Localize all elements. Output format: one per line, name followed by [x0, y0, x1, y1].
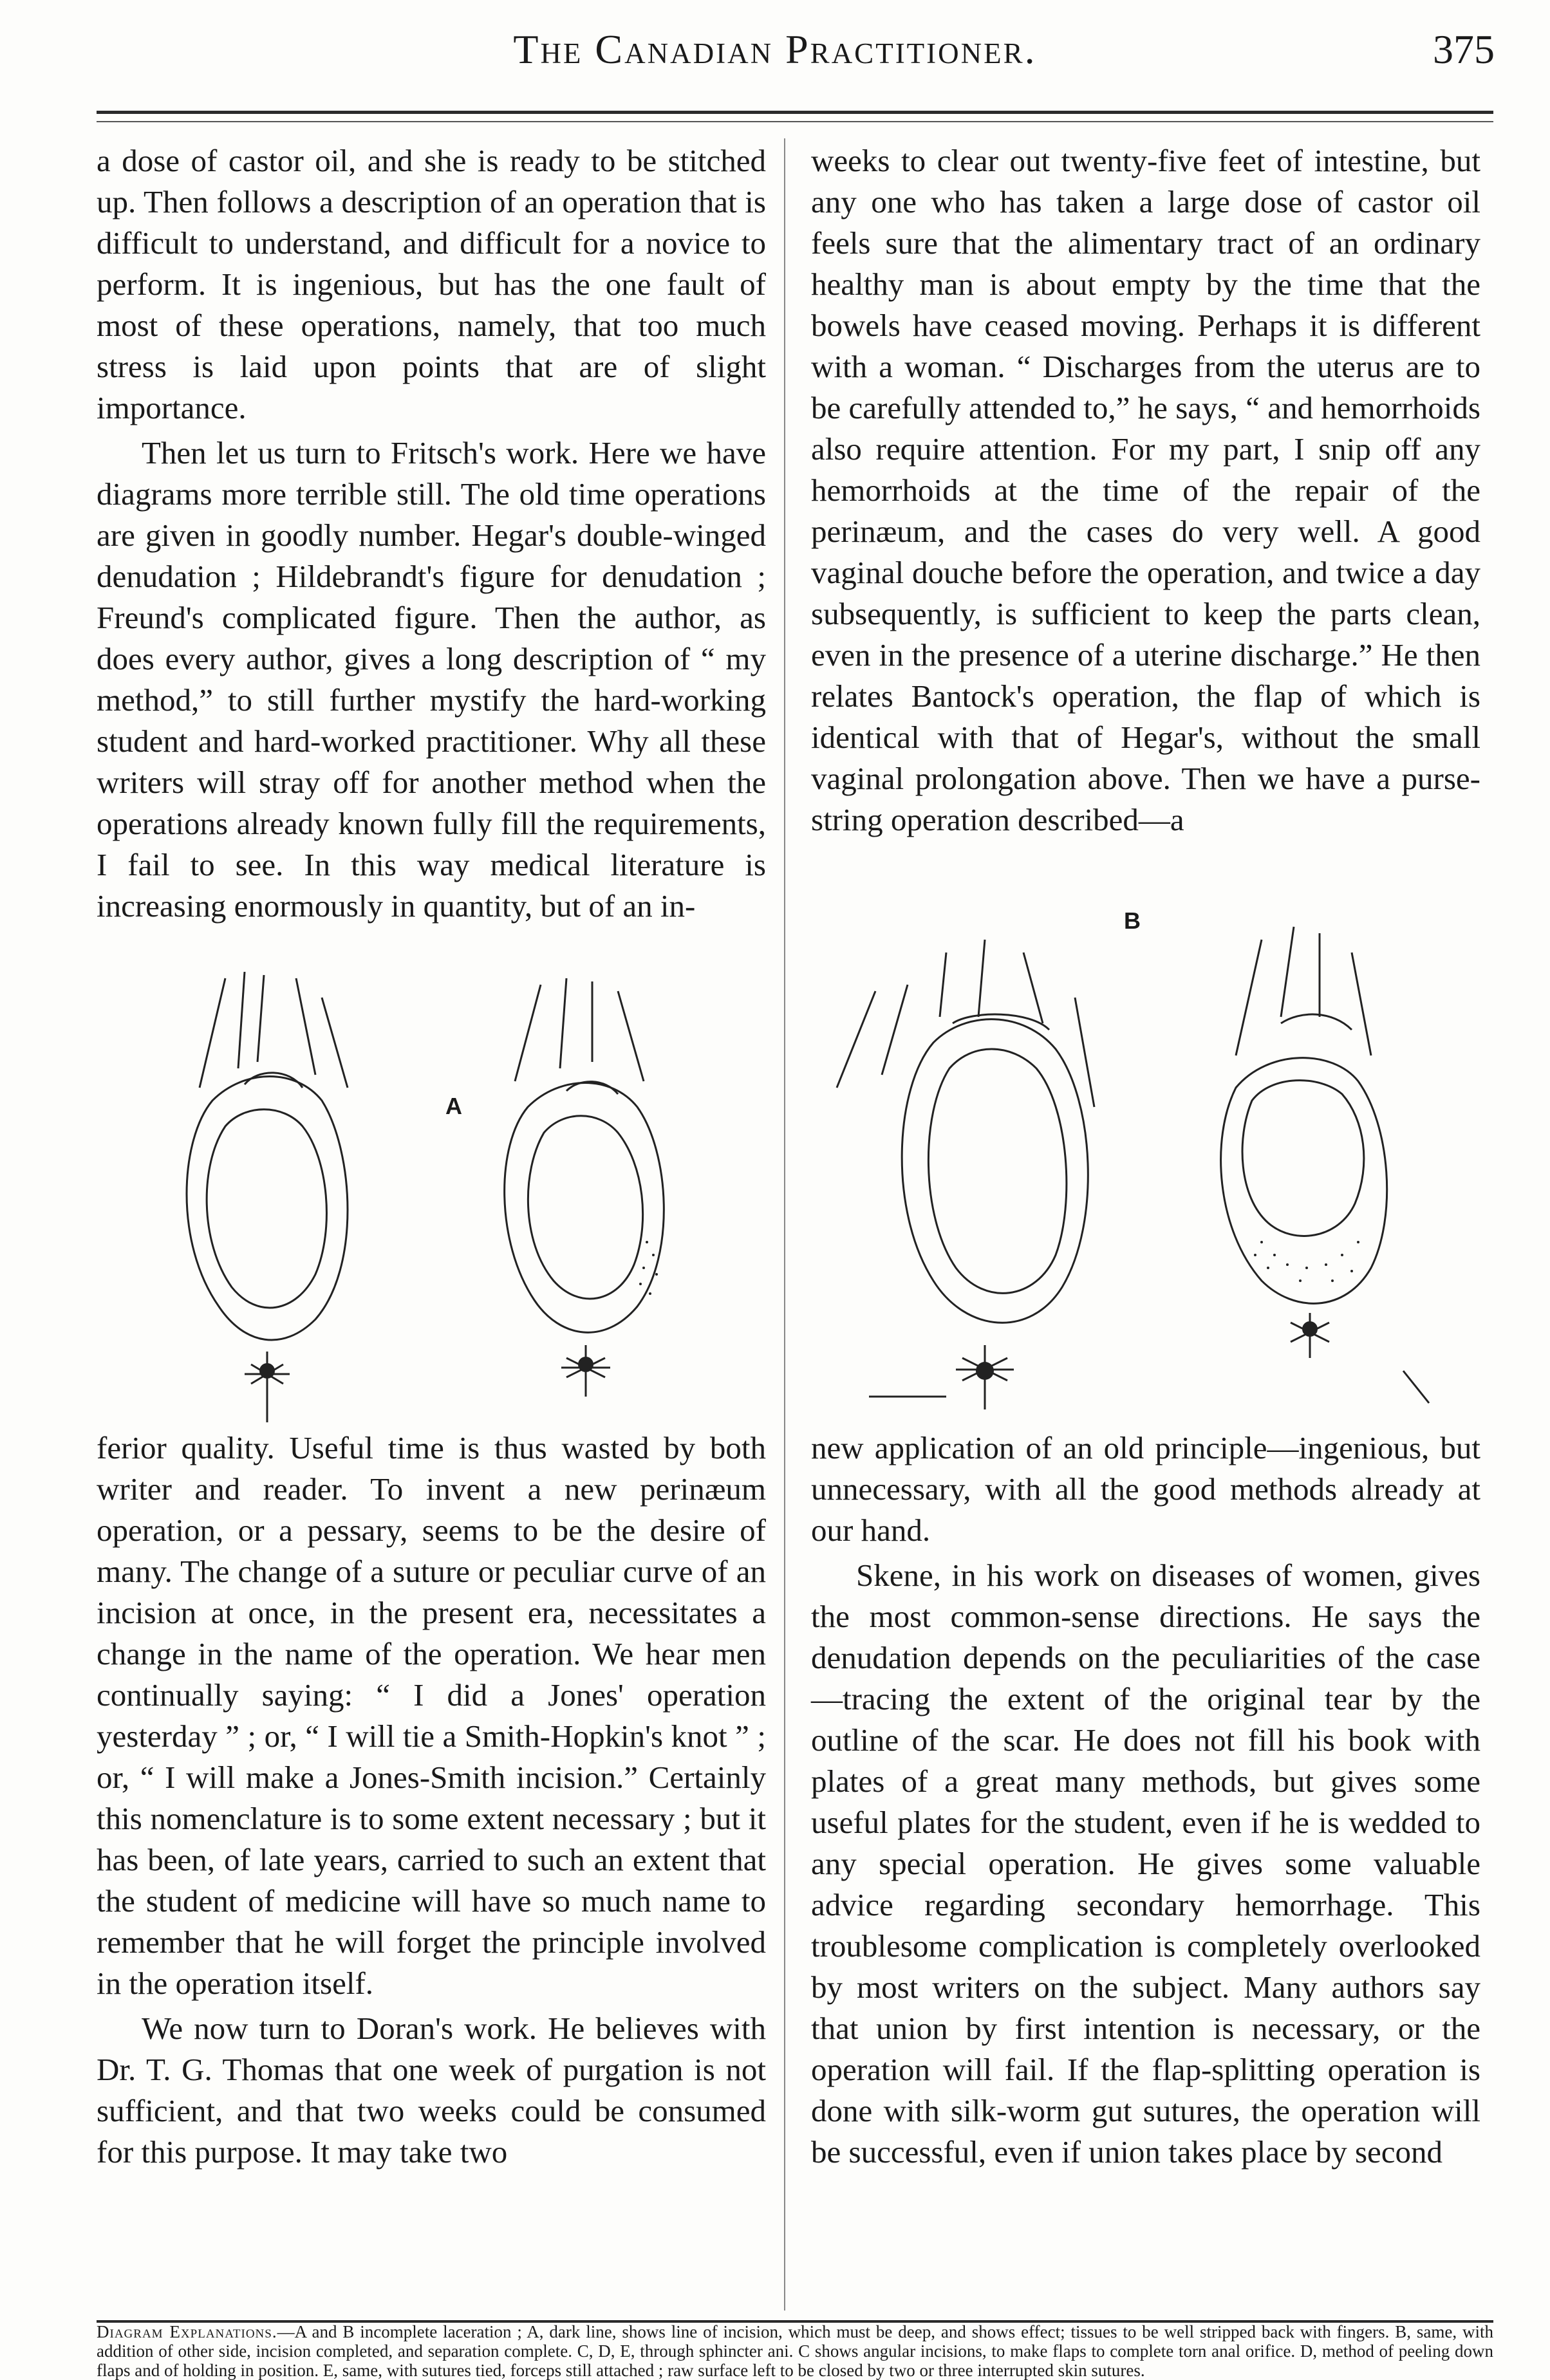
header-rule	[97, 111, 1493, 114]
page-number: 375	[1433, 26, 1495, 72]
paragraph: new application of an old principle—ingenious, but unnecessary, with all the good methods already at our hand.	[811, 1430, 1480, 1548]
figure-b-label: B	[1124, 907, 1141, 934]
right-column-top	[811, 140, 1480, 841]
right-column-bottom	[811, 1427, 1480, 2173]
figure-b-illustration	[817, 895, 1480, 1422]
figure-b-drawing	[817, 895, 1480, 1422]
left-column-top	[97, 140, 766, 927]
paragraph: Then let us turn to Fritsch's work. Here we have diagrams more terrible still. The old time operations are given in goodly number. Hegar's double-winged denudation ; Hildebrandt's figure for denudation ; Freund's complicated figure. Then the author, as does every author, gives a long description of “ my method,” to still further mystify the hard-working student and hard-worked practitioner. Why all these writers will stray off for another method when the operations already known fully fill the requirements, I fail to see. In this way medical literature is increasing enormously in quantity, but of an in-	[97, 435, 766, 924]
figure-a-label: A	[445, 1093, 462, 1119]
left-column-bottom	[97, 1427, 766, 2173]
diagram-explanations	[97, 2322, 1493, 2380]
paragraph: a dose of castor oil, and she is ready to be stitched up. Then follows a description of an operation that is difficult to understand, and difficult for a novice to perform. It is ingenious, but has the one fault of most of these operations, namely, that too much stress is laid upon points that are of slight importance.	[97, 143, 766, 425]
footnote-heading: Diagram Explanations.	[97, 2322, 277, 2341]
header-rule-thin	[97, 121, 1493, 122]
paragraph: ferior quality. Useful time is thus wasted by both writer and reader. To invent a new perinæum operation, or a pessary, seems to be the desire of many. The change of a suture or peculiar curve of an incision at once, in the present era, necessitates a change in the name of the operation. We hear men continually saying: “ I did a Jones' operation yesterday ” ; or, “ I will tie a Smith-Hopkin's knot ” ; or, “ I will make a Jones-Smith incision.” Certainly this nomenclature is to some extent necessary ; but it has been, of late years, carried to such an extent that the student of medicine will have so much name to remember that he will forget the principle involved in the operation itself.	[97, 1430, 766, 2001]
footnote-text: —A and B incomplete laceration ; A, dark line, shows line of incision, which must be deep, and shows effect; tissues to be well stripped back with fingers. B, same, with addition of other side, incision completed, and separation complete. C, D, E, through sphincter ani. C shows angular incisions, to make flaps to complete torn anal orifice. D, method of peeling down flaps and of holding in position. E, same, with sutures tied, forceps still attached ; raw surface left to be closed by two or three interrupted skin sutures.	[97, 2322, 1493, 2380]
figure-a-drawing	[129, 972, 766, 1422]
journal-title: The Canadian Practitioner.	[513, 26, 1037, 72]
paragraph: Skene, in his work on diseases of women, gives the most common-sense directions. He says the denudation depends on the peculiarities of the case—tracing the extent of the original tear by the outline of the scar. He does not fill his book with plates of a great many methods, but gives some useful plates for the student, even if he is wedded to any special operation. He gives some valuable advice regarding secondary hemorrhage. This troublesome complication is completely overlooked by most writers on the subject. Many authors say that union by first intention is necessary, or the operation will fail. If the flap-splitting operation is done with silk-worm gut sutures, the operation will be successful, even if union takes place by second	[811, 1557, 1480, 2170]
paragraph: We now turn to Doran's work. He believes with Dr. T. G. Thomas that one week of purgation is not sufficient, and that two weeks could be consumed for this purpose. It may take two	[97, 2011, 766, 2170]
paragraph: weeks to clear out twenty-five feet of intestine, but any one who has taken a large dose of castor oil feels sure that the alimentary tract of an ordinary healthy man is about empty by the time that the bowels have ceased moving. Perhaps it is different with a woman. “ Discharges from the uterus are to be carefully attended to,” he says, “ and hemorrhoids also require attention. For my part, I snip off any hemorrhoids at the time of the repair of the perinæum, and the cases do very well. A good vaginal douche before the operation, and twice a day subsequently, is sufficient to keep the parts clean, even in the presence of a uterine discharge.” He then relates Bantock's operation, the flap of which is identical with that of Hegar's, without the small vaginal prolongation above. Then we have a purse-string operation described—a	[811, 143, 1480, 837]
column-divider	[784, 138, 785, 2310]
figure-a-illustration	[129, 972, 766, 1422]
